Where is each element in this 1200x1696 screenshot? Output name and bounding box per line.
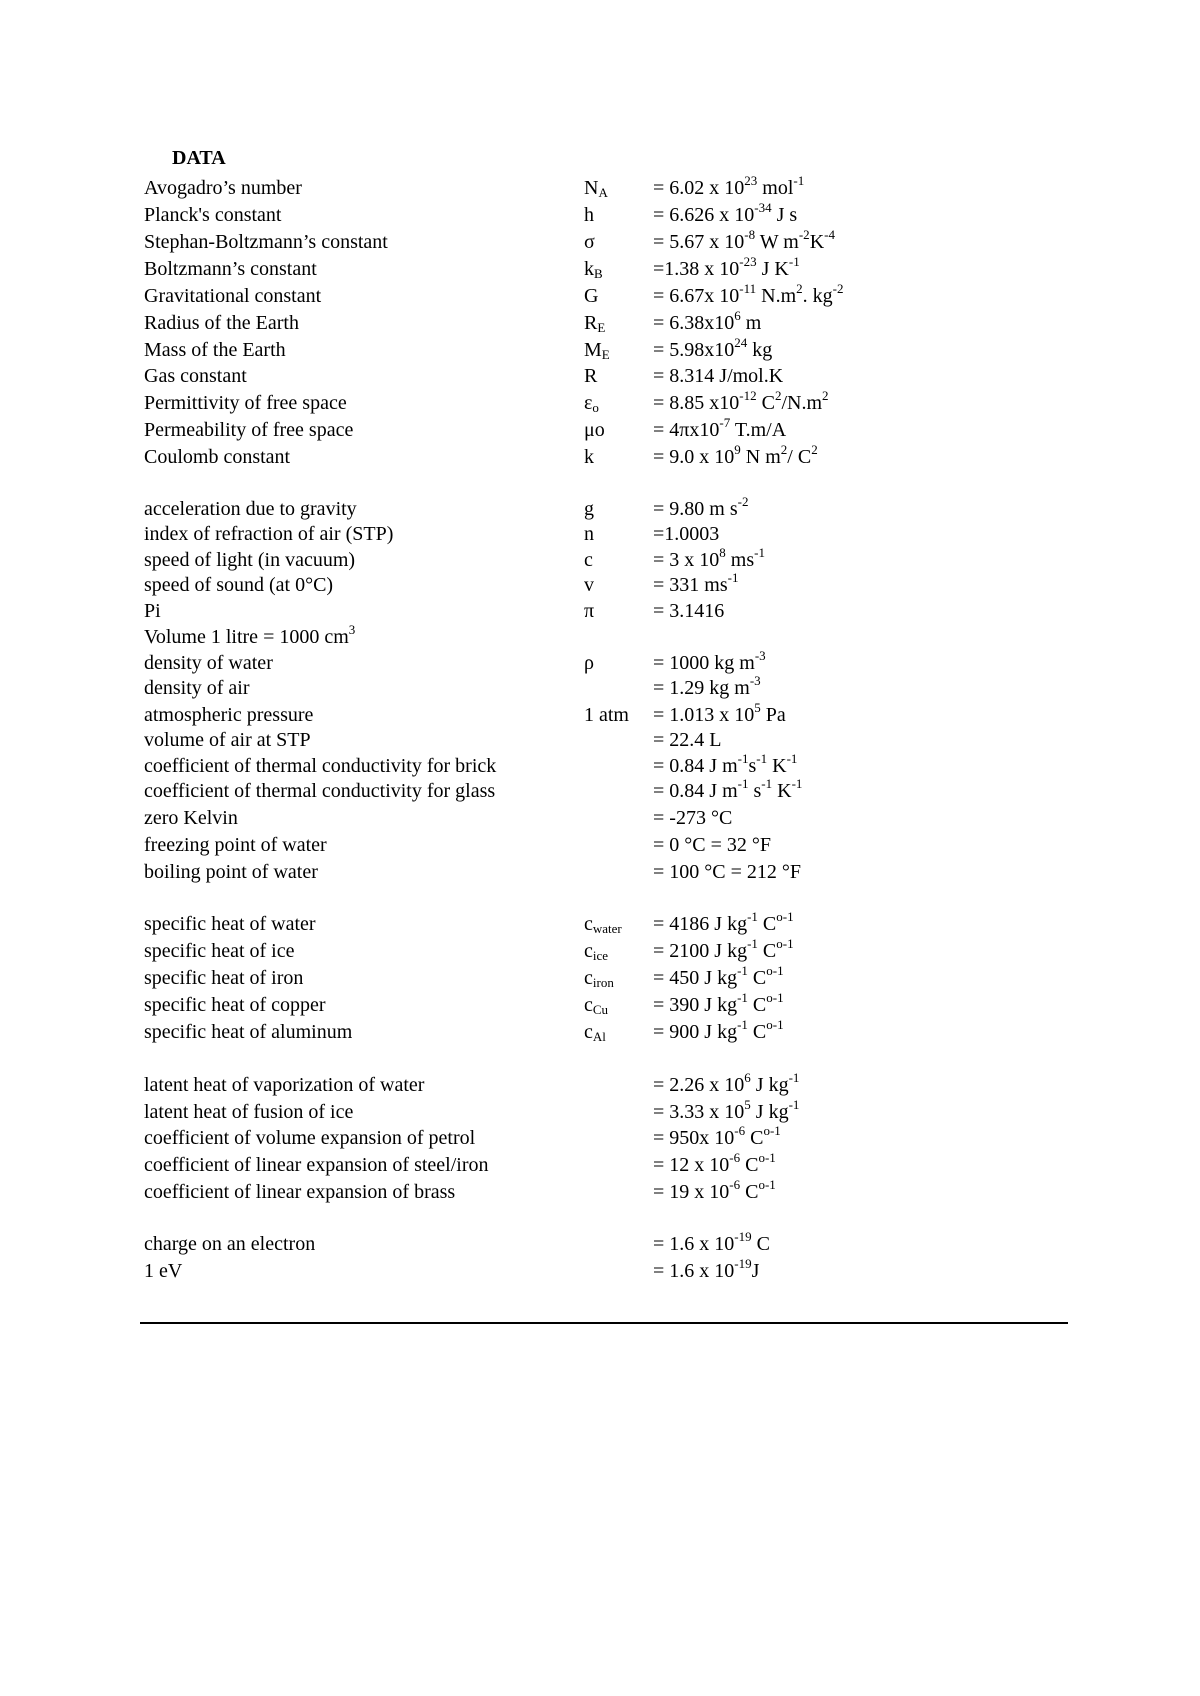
constant-name: Coulomb constant — [144, 446, 291, 468]
constant-value: =1.0003 — [653, 523, 720, 545]
constant-name: density of water — [144, 652, 273, 674]
constant-value: = 6.02 x $10^{23}$ mol$^{-1}$ — [653, 173, 805, 199]
constant-value: = 0.84 J $m^{-1}$ $s^{-1}$ $K^{-1}$ — [653, 776, 803, 802]
constant-name: latent heat of vaporization of water — [144, 1074, 425, 1096]
constant-value: = 8.85 $x10^{-12}$ $C^2/N.m^2$ — [653, 388, 829, 414]
constant-name: atmospheric pressure — [144, 704, 314, 726]
constant-symbol: v — [584, 574, 594, 596]
constant-symbol: $N_A$ — [584, 177, 608, 200]
constant-value: = 3.1416 — [653, 600, 725, 622]
constant-name: 1 eV — [144, 1260, 183, 1282]
constant-value: = 1.6 x $10^{-19}J$ — [653, 1256, 760, 1282]
constant-symbol: c — [584, 549, 593, 571]
constant-name: specific heat of iron — [144, 967, 304, 989]
constant-symbol: $k_B$ — [584, 258, 603, 281]
constant-value: = 6.67x $10^{-11}$ $N.m^2$. $kg^{-2}$ — [653, 281, 844, 307]
constant-symbol: k — [584, 446, 594, 468]
constant-value: = 19 x $10^{-6}$ $C^{o-1}$ — [653, 1177, 776, 1203]
constant-name: coefficient of thermal conductivity for glass — [144, 780, 496, 802]
constant-name: Gravitational constant — [144, 285, 322, 307]
constant-value: = 12 x $10^{-6}$ $C^{o-1}$ — [653, 1150, 776, 1176]
constant-symbol: g — [584, 498, 594, 520]
constant-symbol: h — [584, 204, 594, 226]
constant-symbol: μo — [584, 419, 605, 441]
constant-name: Pi — [144, 600, 161, 622]
constant-value: = 2.26 x $10^6$ J $kg^{-1}$ — [653, 1070, 800, 1096]
constant-name: Gas constant — [144, 365, 247, 387]
constant-name: acceleration due to gravity — [144, 498, 357, 520]
constant-value: = 6.626 x $10^{-34}$ J s — [653, 200, 798, 226]
constant-name: Avogadro’s number — [144, 177, 302, 199]
constant-symbol: $c_{Cu}$ — [584, 994, 609, 1017]
constant-name: coefficient of thermal conductivity for brick — [144, 755, 497, 777]
constant-name: Radius of the Earth — [144, 312, 299, 334]
constant-symbol: n — [584, 523, 594, 545]
constant-name: Planck's constant — [144, 204, 282, 226]
constant-name: index of refraction of air (STP) — [144, 523, 394, 545]
constant-value: = 450 J $kg^{-1}$ $C^{o-1}$ — [653, 963, 784, 989]
constant-value: = 1.6 x $10^{-19}$ C — [653, 1229, 770, 1255]
constant-name: zero Kelvin — [144, 807, 238, 829]
constant-symbol: ρ — [584, 652, 594, 674]
constant-symbol: $c_{ice}$ — [584, 940, 609, 963]
constant-name: specific heat of copper — [144, 994, 326, 1016]
constant-value: = 1000 kg $m^{-3}$ — [653, 648, 766, 674]
constant-symbol: $M_E$ — [584, 339, 610, 362]
constant-name: speed of light (in vacuum) — [144, 549, 356, 571]
constant-value: = 0 °C = 32 °F — [653, 834, 772, 856]
constant-name: Permittivity of free space — [144, 392, 347, 414]
constant-value: = 950x $10^{-6}$ $C^{o-1}$ — [653, 1123, 781, 1149]
constant-value: = 390 J $kg^{-1}$ $C^{o-1}$ — [653, 990, 784, 1016]
constant-value: =1.38 x $10^{-23}$ J $K^{-1}$ — [653, 254, 800, 280]
constant-name: volume of air at STP — [144, 729, 311, 751]
constant-symbol: 1 atm — [584, 704, 629, 726]
constant-value: = 5.67 x $10^{-8}$ W $m^{-2}K^{-4}$ — [653, 227, 835, 253]
constant-name: coefficient of linear expansion of steel/iron — [144, 1154, 489, 1176]
constant-value: = 331 $ms^{-1}$ — [653, 570, 739, 596]
constant-name: freezing point of water — [144, 834, 327, 856]
constant-name: specific heat of aluminum — [144, 1021, 353, 1043]
constant-symbol: $R_E$ — [584, 312, 606, 335]
constant-name: coefficient of linear expansion of brass — [144, 1181, 456, 1203]
constant-value: = 2100 J $kg^{-1}$ $C^{o-1}$ — [653, 936, 794, 962]
page-title: DATA — [172, 147, 226, 169]
constant-value: = -273 °C — [653, 807, 733, 829]
constant-value: = 22.4 L — [653, 729, 722, 751]
constant-value: = 3.33 x $10^5$ J $kg^{-1}$ — [653, 1097, 800, 1123]
constant-symbol: R — [584, 365, 598, 387]
constant-symbol: σ — [584, 231, 595, 253]
constant-name: Permeability of free space — [144, 419, 354, 441]
constant-value: = $5.98x10^{24}$ kg — [653, 335, 773, 361]
bottom-rule — [140, 1322, 1068, 1324]
constant-name: speed of sound (at 0°C) — [144, 574, 334, 596]
constant-value: = 100 °C = 212 °F — [653, 861, 802, 883]
constant-value: = 9.0 x $10^9$ N $m^2/$ $C^2$ — [653, 442, 818, 468]
constant-value: = 0.84 J $m^{-1}s^{-1}$ $K^{-1}$ — [653, 751, 798, 777]
constant-name: charge on an electron — [144, 1233, 316, 1255]
constant-name: specific heat of ice — [144, 940, 295, 962]
constant-value: = 1.013 x $10^5$ Pa — [653, 700, 786, 726]
constant-symbol: $c_{water}$ — [584, 913, 622, 936]
constant-symbol: π — [584, 600, 595, 622]
constant-name: coefficient of volume expansion of petrol — [144, 1127, 476, 1149]
constant-symbol: G — [584, 285, 599, 307]
constant-name: density of air — [144, 677, 250, 699]
constant-value: = 9.80 m $s^{-2}$ — [653, 494, 749, 520]
constant-name: Stephan-Boltzmann’s constant — [144, 231, 388, 253]
constant-symbol: $c_{iron}$ — [584, 967, 614, 990]
constant-value: = 4186 J $kg^{-1}$ $C^{o-1}$ — [653, 909, 794, 935]
constant-symbol: $\varepsilon_o$ — [584, 392, 599, 415]
constant-name: boiling point of water — [144, 861, 318, 883]
constant-value: = $4\pi x10^{-7}$ T.m/A — [653, 415, 787, 441]
constant-name: Mass of the Earth — [144, 339, 286, 361]
constant-name: specific heat of water — [144, 913, 316, 935]
constant-value: = 1.29 kg $m^{-3}$ — [653, 673, 761, 699]
constant-symbol: $c_{Al}$ — [584, 1021, 606, 1044]
constant-name: Volume 1 litre = 1000 $cm^3$ — [144, 622, 356, 648]
constant-name: Boltzmann’s constant — [144, 258, 317, 280]
constant-value: = 900 J $kg^{-1}$ $C^{o-1}$ — [653, 1017, 784, 1043]
constant-value: = 3 x $10^8$ $ms^{-1}$ — [653, 545, 765, 571]
constant-value: = $6.38x10^6$ m — [653, 308, 762, 334]
constant-value: = 8.314 J/mol.K — [653, 365, 784, 387]
constant-name: latent heat of fusion of ice — [144, 1101, 354, 1123]
